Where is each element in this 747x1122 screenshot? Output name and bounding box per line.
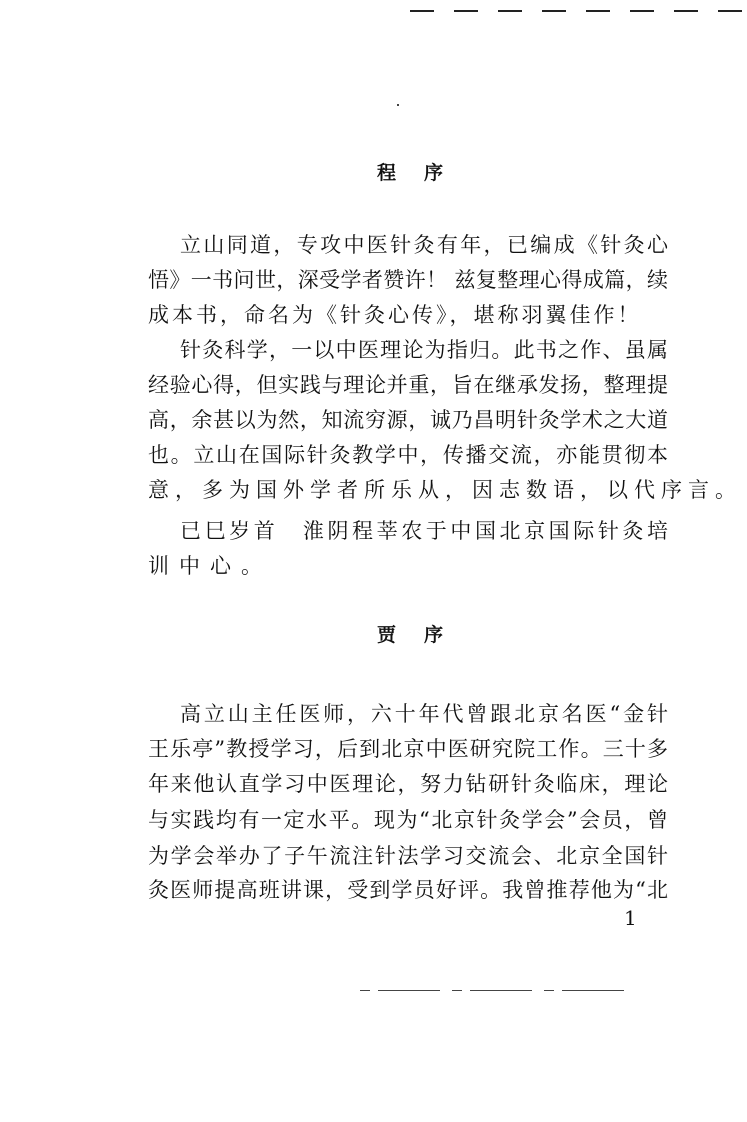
section-title-cheng-preface: 程序 (376, 162, 471, 184)
section-title-jia-preface: 贾序 (376, 624, 471, 646)
scan-speck (397, 104, 399, 106)
text-line: 针灸科学，一以中医理论为指归。此书之作、虽属 (180, 338, 668, 362)
text-line: 经验心得，但实践与理论并重，旨在继承发扬，整理提 (148, 373, 668, 397)
text-line: 王乐亭”教授学习，后到北京中医研究院工作。三十多 (148, 737, 668, 761)
scan-edge-dashes (360, 990, 630, 991)
text-line: 训中心。 (148, 554, 272, 578)
text-line: 为学会举办了子午流注针法学习交流会、北京全国针 (148, 844, 668, 868)
text-line: 也。立山在国际针灸教学中，传播交流，亦能贯彻本 (148, 443, 668, 467)
text-line: 与实践均有一定水平。现为“北京针灸学会”会员，曾 (148, 808, 668, 832)
text-line: 灸医师提高班讲课，受到学员好评。我曾推荐他为“北 (148, 878, 668, 902)
text-line: 高立山主任医师，六十年代曾跟北京名医“金针 (180, 702, 668, 726)
scan-edge-dashes (410, 10, 747, 12)
text-line: 年来他认直学习中医理论，努力钻研针灸临床，理论 (148, 772, 668, 796)
page-number: 1 (624, 906, 637, 930)
text-line: 成本书，命名为《针灸心传》，堪称羽翼佳作！ (148, 303, 642, 327)
text-line: 立山同道，专攻中医针灸有年，已编成《针灸心 (180, 233, 668, 257)
text-line: 高，余甚以为然，知流穷源，诚乃昌明针灸学术之大道 (148, 408, 668, 432)
text-line: 意，多为国外学者所乐从，因志数语，以代序言。 (148, 478, 742, 502)
text-line: 悟》一书问世，深受学者赞许！ 兹复整理心得成篇，续 (148, 268, 668, 292)
text-line: 已巳岁首 淮阴程莘农于中国北京国际针灸培 (180, 519, 668, 543)
